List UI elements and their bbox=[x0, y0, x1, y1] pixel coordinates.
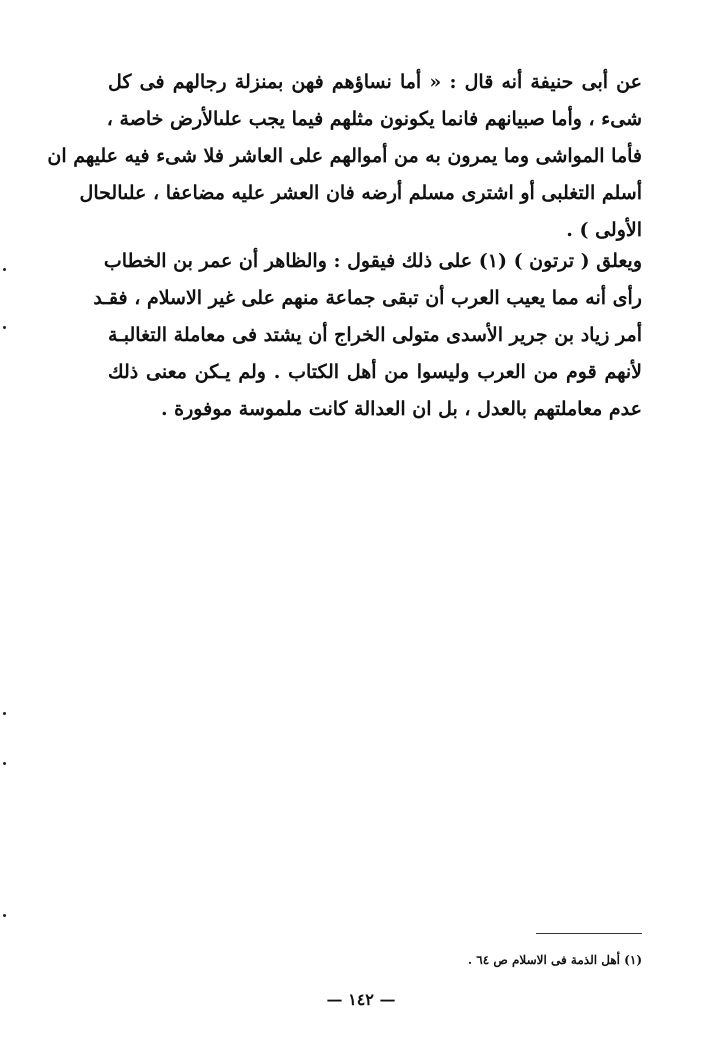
paragraph-2-line-5: عدم معاملتهم بالعدل ، بل ان العدالة كانت ملموسة موفورة . bbox=[160, 398, 642, 420]
scan-mark bbox=[3, 762, 6, 765]
page-number: — ١٤٢ — bbox=[326, 990, 396, 1009]
paragraph-2-line-1: ويعلق ( ترتون ) (١) على ذلك فيقول : والظاهر أن عمر بن الخطاب bbox=[103, 250, 642, 272]
scan-mark bbox=[3, 268, 6, 271]
paragraph-1-line-1: عن أبى حنيفة أنه قال : « أما نساؤهم فهن بمنزلة رجالهم فى كل bbox=[108, 71, 642, 93]
paragraph-1-line-4: أسلم التغلبى أو اشترى مسلم أرضه فان العشر عليه مضاعفا ، علىالحال bbox=[79, 182, 642, 204]
paragraph-1-line-3: فأما المواشى وما يمرون به من أموالهم على العاشر فلا شىء فيه عليهم ان bbox=[47, 145, 642, 167]
paragraph-2 bbox=[93, 243, 642, 428]
scan-mark bbox=[3, 914, 6, 917]
paragraph-2-line-3: أمر زياد بن جرير الأسدى متولى الخراج أن يشتد فى معاملة التغالبـة bbox=[108, 324, 642, 346]
paragraph-2-line-4: لأنهم قوم من العرب وليسوا من أهل الكتاب . ولم يـكن معنى ذلك bbox=[108, 361, 642, 383]
paragraph-1 bbox=[47, 64, 642, 249]
footnote: (١) أهل الذمة فى الاسلام ص ٦٤ . bbox=[467, 953, 642, 967]
footnote-divider bbox=[536, 933, 642, 934]
paragraph-2-line-2: رأى أنه مما يعيب العرب أن تبقى جماعة منهم على غير الاسلام ، فقـد bbox=[93, 287, 642, 309]
scan-mark bbox=[3, 326, 6, 329]
paragraph-1-line-5: الأولى ) . bbox=[566, 219, 642, 241]
scan-mark bbox=[3, 712, 6, 715]
paragraph-1-line-2: شىء ، وأما صبيانهم فانما يكونون مثلهم فيما يجب علىالأرض خاصة ، bbox=[106, 108, 642, 130]
